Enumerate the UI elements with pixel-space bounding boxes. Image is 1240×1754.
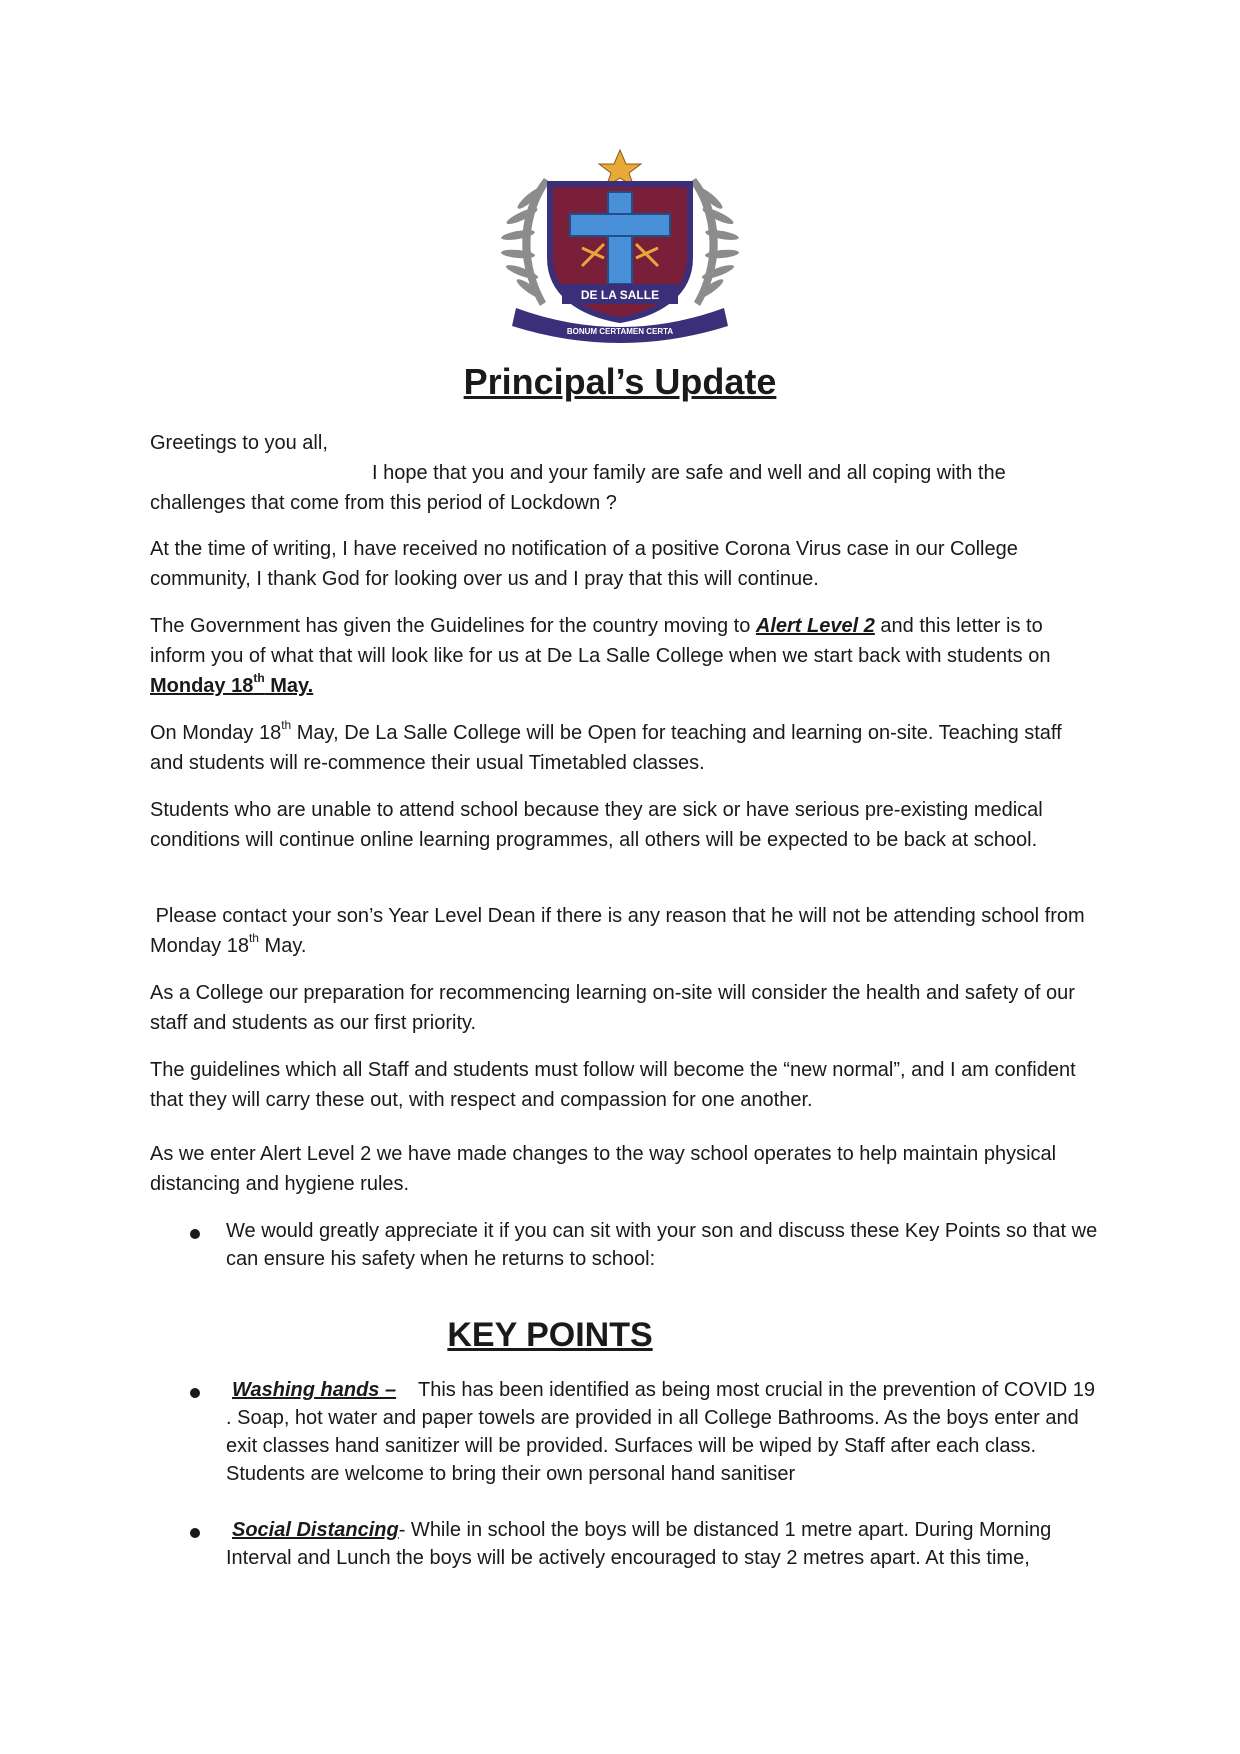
- start-date-emphasis: [150, 671, 314, 697]
- paragraph-alert-level-changes: As we enter Alert Level 2 we have made changes to the way school operates to help maintain physical distancing and hygiene rules.: [150, 1143, 1057, 1195]
- ordinal-suffix: th: [253, 671, 265, 686]
- key-point-washing-hands: [226, 1376, 1106, 1488]
- svg-text:BONUM CERTAMEN CERTA: BONUM CERTAMEN CERTA: [566, 327, 674, 336]
- paragraph-alert-level: [150, 611, 1100, 701]
- paragraph-online-learning: Students who are unable to attend school because they are sick or have serious pre-existing medical conditions will continue online learning programmes, all others will be expected to be back at school.: [150, 799, 1043, 851]
- text-span: This has been identified as being most crucial in the prevention of COVID 19 . Soap, hot water and paper towels are provided in all College Bathrooms. As the boys enter and exit classes hand sanitizer will be provided. Surfaces will be wiped by Staff after each class. Students are welcome to bring their own personal hand sanitiser: [226, 1379, 1101, 1485]
- page-title: Principal’s Update: [463, 361, 777, 402]
- intro-line-1: I hope that you and your family are safe and well and all coping with the: [372, 462, 1006, 484]
- bullet-dot: [190, 1388, 200, 1398]
- bullet-dot: [190, 1528, 200, 1538]
- paragraph-open-on-site: [150, 718, 1100, 778]
- bullet-discuss-key-points: We would greatly appreciate it if you can sit with your son and discuss these Key Points so that we can ensure his safety when he returns to school:: [226, 1220, 1098, 1270]
- text-span: The Government has given the Guidelines for the country moving to: [150, 615, 756, 637]
- alert-level-emphasis: Alert Level 2: [755, 615, 875, 637]
- paragraph-health-safety: As a College our preparation for recommencing learning on-site will consider the health and safety of our staff and students as our first priority.: [150, 982, 1075, 1034]
- ordinal-suffix: th: [281, 718, 292, 733]
- text-span: May, De La Salle College will be Open for teaching and learning on-site. Teaching staff and students will re-commence their usual Timetabled classes.: [150, 722, 1062, 774]
- text-span: and this letter is to inform you of what that will look like for us at De La Salle College when we start back with students on: [150, 615, 1051, 667]
- key-point-label: Social Distancing: [232, 1519, 399, 1541]
- paragraph-new-normal: The guidelines which all Staff and students must follow will become the “new normal”, and I am confident that they will carry these out, with respect and compassion for one another.: [150, 1059, 1076, 1111]
- bullet-dot: [190, 1229, 200, 1239]
- text-span: On Monday 18: [150, 722, 282, 744]
- intro-line-2: challenges that come from this period of Lockdown ?: [150, 492, 617, 514]
- paragraph-notification: At the time of writing, I have received no notification of a positive Corona Virus case in our College community, I thank God for looking over us and I pray that this will continue.: [150, 538, 1018, 590]
- key-point-social-distancing: [226, 1516, 1106, 1572]
- text-span: Please contact your son’s Year Level Dean if there is any reason that he will not be attending school from Monday 18: [150, 905, 1091, 957]
- text-span: May.: [264, 675, 314, 697]
- svg-text:DE LA SALLE: DE LA SALLE: [580, 288, 660, 302]
- paragraph-intro: [150, 458, 1100, 518]
- text-span: May.: [258, 935, 307, 957]
- text-span: - While in school the boys will be distanced 1 metre apart. During Morning Interval and Lunch the boys will be actively encouraged to stay 2 metres apart. At this time,: [226, 1519, 1052, 1569]
- ordinal-suffix: th: [248, 931, 259, 946]
- key-point-label: Washing hands –: [232, 1379, 397, 1401]
- text-span: Monday 18: [150, 675, 254, 697]
- paragraph-contact-dean: [150, 901, 1100, 961]
- greeting: Greetings to you all,: [150, 432, 328, 454]
- college-crest-logo: [500, 148, 740, 344]
- key-points-heading: KEY POINTS: [447, 1316, 653, 1354]
